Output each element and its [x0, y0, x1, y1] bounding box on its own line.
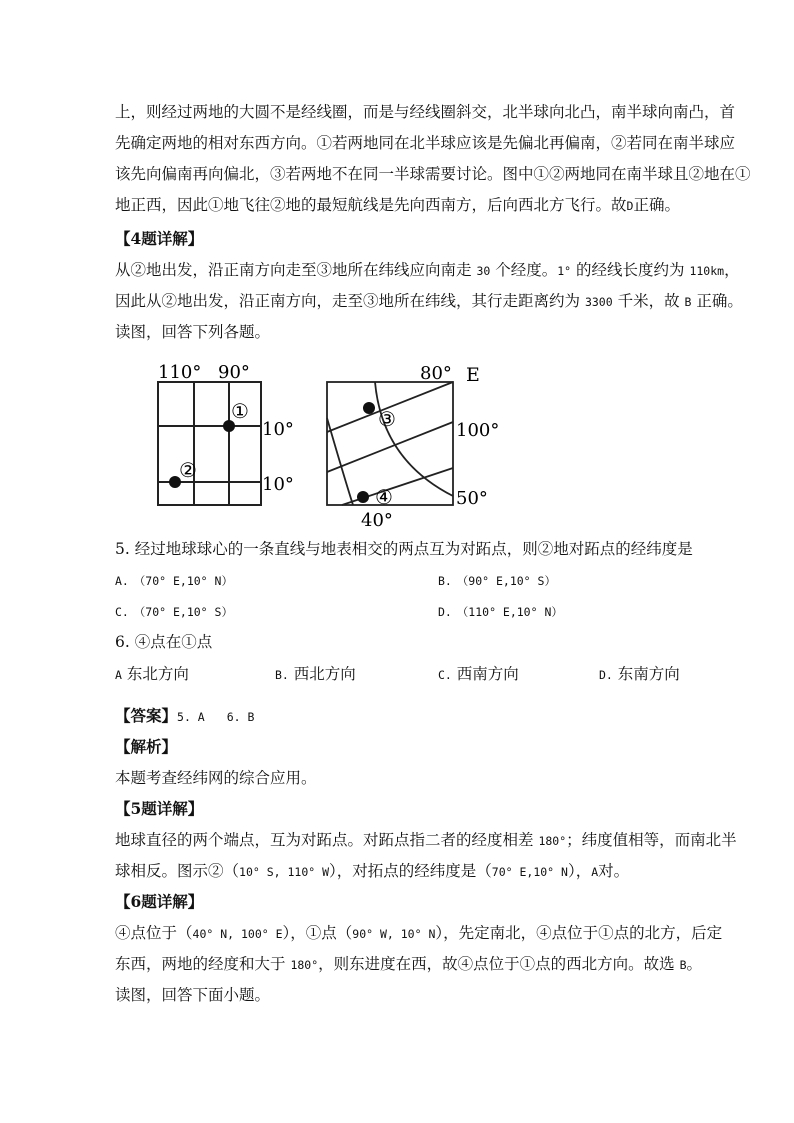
intro-line-1: 上，则经过两地的大圆不是经线圈，而是与经线圈斜交，北半球向北凸，南半球向南凸，首: [115, 103, 736, 121]
q4-text-2a: 因此从②地出发，沿正南方向，走至③地所在纬线，其行走距离约为: [115, 292, 585, 310]
answer-label: 【答案】: [115, 706, 178, 725]
intro-line-4-text: 地正西，因此①地飞往②地的最短航线是先向西南方，后向西北方飞行。故: [115, 196, 627, 214]
q5-detail-2c: ），对拓点的经纬度是（: [329, 862, 492, 880]
q6-option-d[interactable]: [599, 663, 680, 686]
q4-line-2: [115, 290, 743, 313]
q6-option-d-letter: D.: [599, 668, 613, 682]
q5-option-b-letter: B.: [438, 574, 452, 588]
q5-option-b-value: （90° E,10° S）: [456, 574, 556, 588]
q4-text-1a: 从②地出发，沿正南方向走至③地所在纬线应向南走: [115, 261, 477, 279]
q6-option-d-value: 东南方向: [617, 665, 680, 683]
intro-line-3: 该先向偏南再向偏北，③若两地不在同一半球需要讨论。图中①②两地同在南半球且②地在①: [115, 165, 751, 183]
q6-option-b-letter: B.: [275, 668, 289, 682]
intro-line-2: 先确定两地的相对东西方向。①若两地同在北半球应该是先偏北再偏南，②若同在南半球应: [115, 134, 736, 152]
q5-detail-line-2: [115, 860, 629, 883]
q6-option-c-letter: C.: [438, 668, 452, 682]
point-3-dot: [363, 402, 375, 414]
q5-detail-2e: ），: [567, 862, 592, 880]
left-lon-110: 110°: [158, 362, 202, 383]
q5-detail-1a: 地球直径的两个端点，互为对跖点。对跖点指二者的经度相差: [115, 831, 539, 849]
q5-detail-2d: 70° E,10° N: [491, 865, 568, 879]
right-lat-50: 50°: [456, 488, 488, 509]
q5-detail-2a: 球相反。图示②（: [115, 862, 240, 880]
left-lat-lower: 10°: [262, 474, 294, 495]
q6-detail-1d: 90° W, 10° N: [352, 927, 436, 941]
q5-option-a-value: （70° E,10° N）: [133, 574, 233, 588]
q6-detail-2c: ，则东进度在西，故④点位于①点的西北方向。故选: [318, 955, 680, 973]
q6-detail-1c: ），①点（: [282, 924, 353, 942]
q4-text-2e: 正确。: [691, 292, 743, 310]
q4-text-1f: 110km: [689, 264, 725, 278]
read-prompt-2: 读图，回答下面小题。: [115, 986, 271, 1004]
q6-option-b[interactable]: [275, 663, 356, 686]
q5-detail-line-1: [115, 829, 737, 852]
intro-line-4: [115, 194, 680, 217]
answer-q5: 5. A: [177, 710, 205, 724]
q4-text-2b: 3300: [584, 295, 613, 309]
q5-heading: 【5题详解】: [115, 799, 204, 818]
q5-option-a[interactable]: [115, 569, 233, 592]
intro-answer-letter: D: [626, 199, 634, 213]
q5-detail-2g: 对。: [598, 862, 630, 880]
q4-text-1b: 30: [476, 264, 491, 278]
q5-option-d-value: （110° E,10° N）: [456, 605, 563, 619]
intro-answer-text: 正确。: [633, 196, 680, 214]
q6-detail-2e: 。: [686, 955, 703, 973]
q4-text-1e: 的经线长度约为: [571, 261, 690, 279]
q5-option-c[interactable]: [115, 600, 233, 623]
q4-text-2c: 千米，故: [612, 292, 685, 310]
q6-detail-1b: 40° N, 100° E: [192, 927, 283, 941]
q5-detail-1b: 180°: [538, 834, 567, 848]
q5-option-d[interactable]: [438, 600, 563, 623]
answer-line: [115, 705, 254, 728]
q5-option-b[interactable]: [438, 569, 556, 592]
q6-detail-line-1: [115, 922, 722, 945]
q6-detail-2a: 东西，两地的经度和大于: [115, 955, 291, 973]
q4-text-1c: 个经度。: [490, 261, 558, 279]
point-3-label: ③: [378, 407, 396, 431]
right-parallel-40: [327, 418, 353, 505]
q6-option-a-letter: A: [115, 668, 122, 682]
q4-text-1d: 1°: [557, 264, 572, 278]
q6-heading: 【6题详解】: [115, 892, 204, 911]
q5-option-c-letter: C.: [115, 605, 129, 619]
point-4-label: ④: [375, 485, 393, 509]
right-lon-100: 100°: [456, 420, 500, 441]
q6-detail-line-2: [115, 953, 702, 976]
q4-heading: 【4题详解】: [115, 229, 204, 248]
q6-option-b-value: 西北方向: [293, 665, 356, 683]
q6-option-a[interactable]: [115, 663, 189, 686]
point-2-label: ②: [179, 458, 197, 482]
q6-option-c[interactable]: [438, 663, 519, 686]
q5-detail-1c: ；纬度值相等，而南北半: [566, 831, 737, 849]
q5-stem: 5. 经过地球球心的一条直线与地表相交的两点互为对跖点，则②地对跖点的经纬度是: [115, 540, 693, 558]
q4-line-1: [115, 259, 740, 282]
right-dir-e: E: [466, 364, 480, 386]
analysis-heading: 【解析】: [115, 737, 178, 756]
q6-option-c-value: 西南方向: [456, 665, 519, 683]
graticule-figure: [120, 360, 500, 530]
q6-detail-1a: ④点位于（: [115, 924, 193, 942]
read-prompt: 读图，回答下列各题。: [115, 323, 271, 341]
right-lon-80: 80°: [420, 363, 452, 384]
answer-q6: 6. B: [226, 710, 255, 724]
point-4-dot: [357, 491, 369, 503]
left-lat-upper: 10°: [262, 419, 294, 440]
q6-stem: 6. ④点在①点: [115, 633, 213, 651]
q5-option-c-value: （70° E,10° S）: [133, 605, 233, 619]
q6-option-a-value: 东北方向: [126, 665, 189, 683]
q5-detail-2b: 10° S, 110° W: [239, 865, 330, 879]
q6-detail-2b: 180°: [290, 958, 319, 972]
q4-text-1g: ，: [724, 261, 740, 279]
q5-option-a-letter: A.: [115, 574, 129, 588]
right-lat-40: 40°: [361, 510, 393, 530]
q5-option-d-letter: D.: [438, 605, 452, 619]
q6-detail-2d: B: [679, 958, 687, 972]
right-parallel-50: [375, 382, 453, 496]
q4-text-2d: B: [684, 295, 692, 309]
left-lon-90: 90°: [218, 362, 250, 383]
q5-detail-2f: A: [591, 865, 599, 879]
point-1-label: ①: [231, 399, 249, 423]
analysis-text: 本题考查经纬网的综合应用。: [115, 769, 317, 787]
q6-detail-1e: ），先定南北，④点位于①点的北方，后定: [435, 924, 723, 942]
